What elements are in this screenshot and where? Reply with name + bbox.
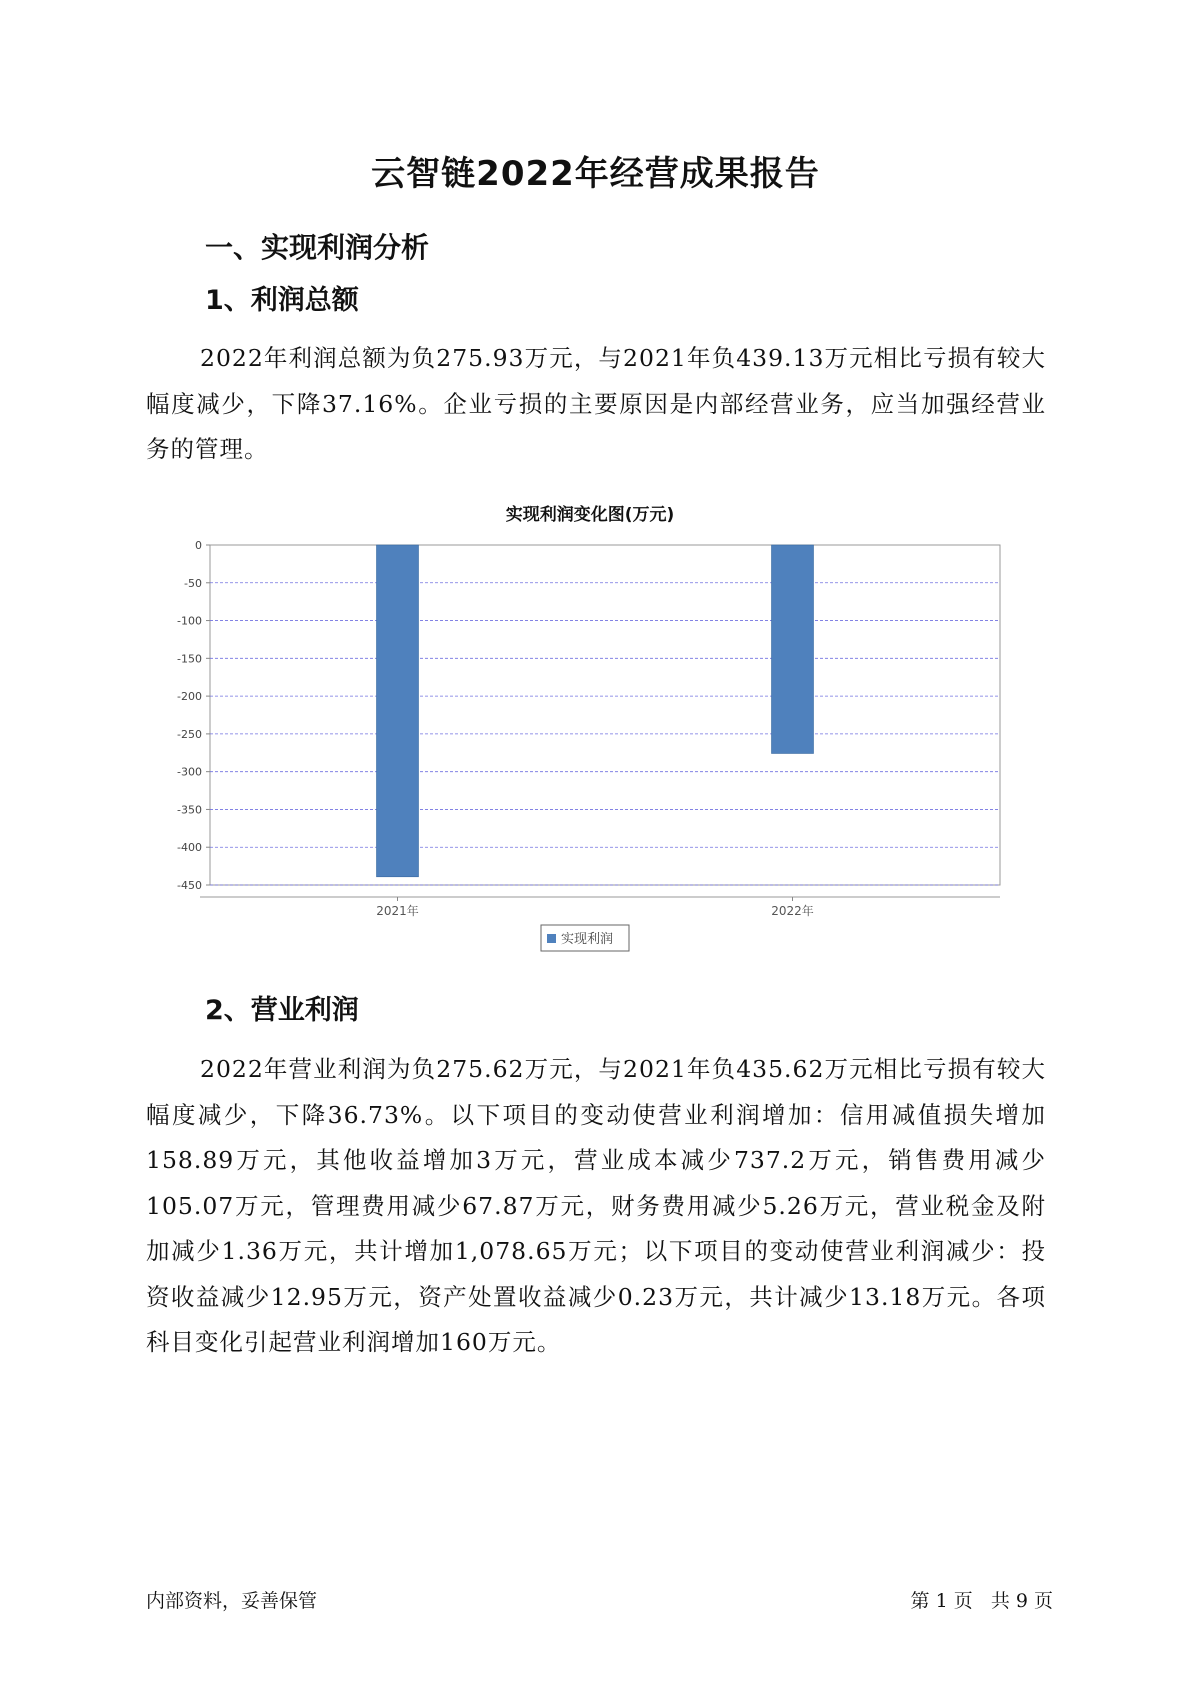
y-tick-label: 0 [195,539,202,552]
section-heading-profit-analysis: 一、实现利润分析 [205,231,430,264]
y-tick-label: -250 [177,727,202,741]
subsection-heading-operating-profit: 2、营业利润 [205,995,359,1026]
y-tick-label: -50 [184,576,202,590]
footer-page-number: 第 1 页 共 9 页 [910,1590,1053,1612]
chart-title: 实现利润变化图(万元) [505,505,675,525]
y-tick-label: -100 [177,614,202,628]
y-tick-label: -150 [177,652,202,666]
profit-change-chart [150,500,1030,960]
chart-canvas [150,500,1030,960]
bar-2022年 [772,545,814,753]
y-tick-label: -200 [177,690,202,704]
operating-profit-paragraph: 2022年营业利润为负275.62万元，与2021年负435.62万元相比亏损有较大幅度减少，下降36.73%。以下项目的变动使营业利润增加：信用减值损失增加158.89万元，其他收益增加3万元，营业成本减少737.2万元，销售费用减少105.07万元，管理费用减少67.87万元，财务费用减少5.26万元，营业税金及附加减少1.36万元，共计增加1,078.65万元；以下项目的变动使营业利润减少：投资收益减少12.95万元，资产处置收益减少0.23万元，共计减少13.18万元。各项科目变化引起营业利润增加160万元。 [146,1055,1046,1356]
subsection-heading-total-profit: 1、利润总额 [205,285,359,316]
y-tick-label: -300 [177,765,202,779]
footer-confidential-note: 内部资料，妥善保管 [146,1590,318,1612]
plot-area [210,545,1000,885]
total-profit-paragraph: 2022年利润总额为负275.93万元，与2021年负439.13万元相比亏损有较大幅度减少，下降37.16%。企业亏损的主要原因是内部经营业务，应当加强经营业务的管理。 [146,344,1046,463]
x-tick-label: 2022年 [771,904,814,918]
bar-2021年 [377,545,419,877]
x-tick-label: 2021年 [376,904,419,918]
document-title: 云智链2022年经营成果报告 [371,154,820,194]
y-tick-label: -450 [177,879,202,892]
legend-swatch [547,934,556,943]
y-tick-label: -400 [177,841,202,855]
y-tick-label: -350 [177,803,202,817]
legend-label: 实现利润 [561,932,614,947]
